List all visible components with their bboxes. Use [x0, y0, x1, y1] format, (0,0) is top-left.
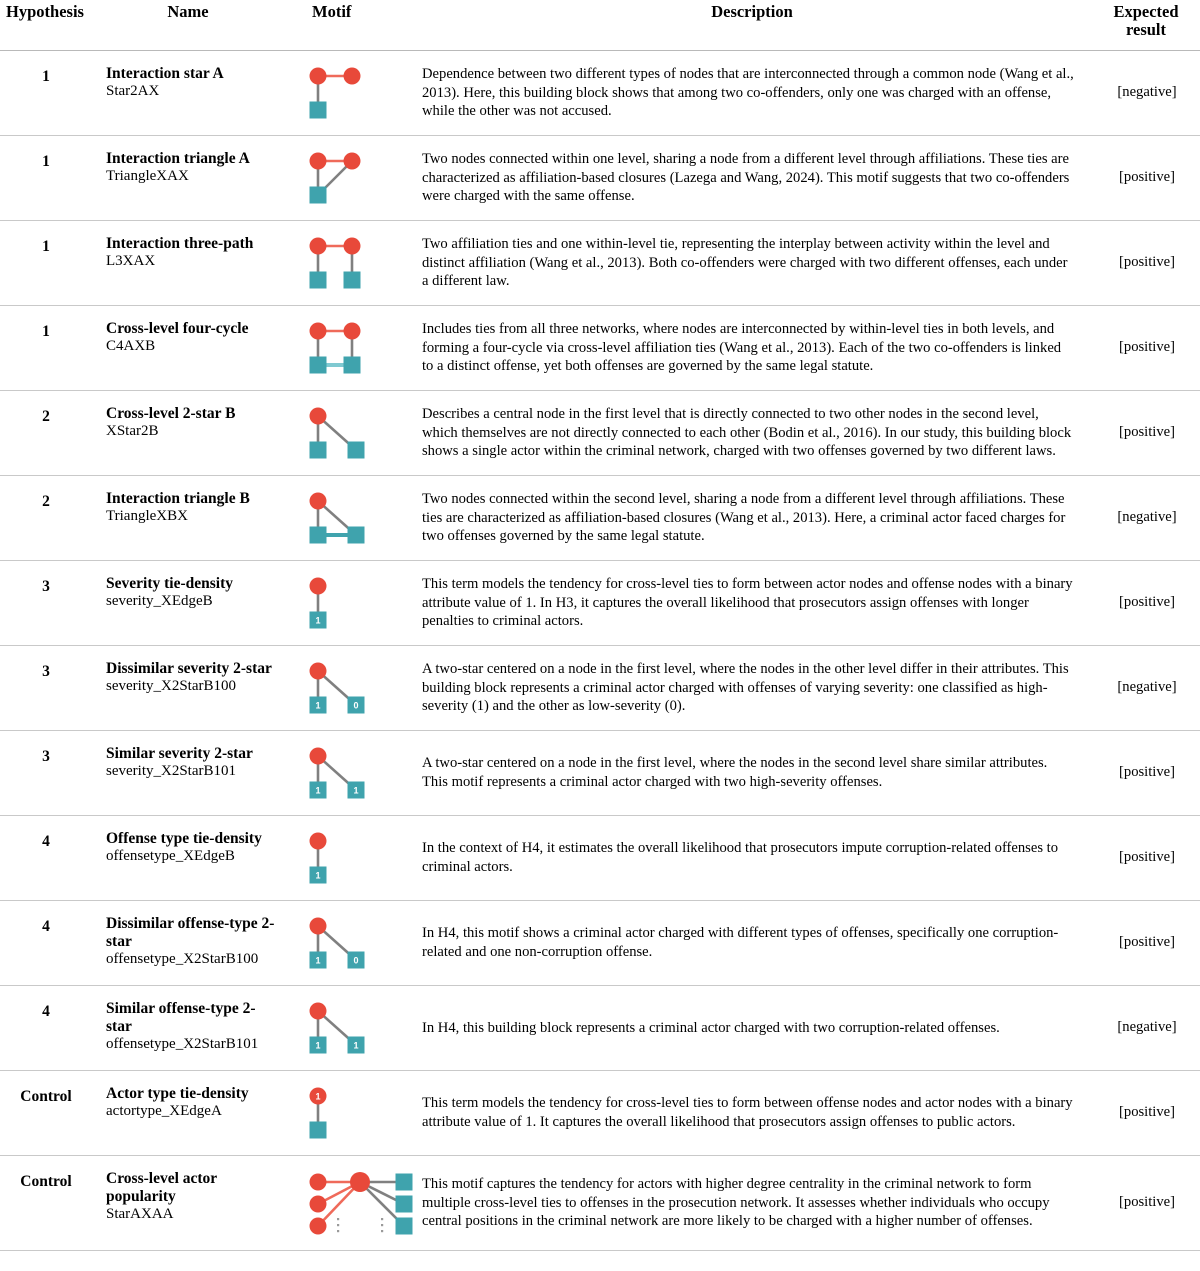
- motif-diagram-xedgea_1: [284, 1070, 412, 1155]
- table-row: [0, 815, 1200, 900]
- motif-diagram-star2ax: [284, 50, 412, 135]
- name-cell: [92, 1155, 284, 1250]
- svg-text:1: 1: [315, 700, 321, 711]
- description-cell: Dependence between two different types of nodes that are interconnected through a common node (Wang et al., 2013). Here, this building block shows that among two co-offenders, only one was charged with an offense, while the other was not accused.: [412, 50, 1092, 135]
- name-cell: [92, 815, 284, 900]
- name-cell: [92, 560, 284, 645]
- motif-diagram-xedgeb_1: [284, 815, 412, 900]
- expected-result-cell: [positive]: [1092, 900, 1200, 985]
- description-cell: This motif captures the tendency for actors with higher degree centrality in the criminal network to form multiple cross-level ties to offenses in the prosecution network. It assesses whether individuals who occupy central positions in the criminal network are more likely to be charged with a higher number of offenses.: [412, 1155, 1092, 1250]
- motif-diagram-c4axb: [284, 305, 412, 390]
- description-cell: Includes ties from all three networks, where nodes are interconnected by within-level ties in both levels, and forming a four-cycle via cross-level affiliation ties (Wang et al., 2013). Each of the two co-offenders is linked to a distinct offense, yet both offenses are governed by the same legal statute.: [412, 305, 1092, 390]
- name-cell: [92, 50, 284, 135]
- motif-name-code: C4AXB: [106, 338, 156, 355]
- expected-result-cell: [positive]: [1092, 815, 1200, 900]
- hypothesis-cell: 3: [0, 560, 92, 645]
- motif-name-code: Star2AX: [106, 83, 160, 100]
- table-row: [0, 220, 1200, 305]
- motif-name-title: Actor type tie-density: [106, 1084, 249, 1102]
- expected-result-cell: [positive]: [1092, 305, 1200, 390]
- svg-text:1: 1: [353, 1040, 359, 1051]
- motif-diagram-x2starb100: [284, 645, 412, 730]
- column-header-description: Description: [412, 0, 1092, 50]
- hypothesis-cell: 1: [0, 135, 92, 220]
- motif-diagram-x2starb101: [284, 985, 412, 1070]
- motif-name-code: severity_X2StarB100: [106, 678, 236, 695]
- motif-name-title: Cross-level actor popularity: [106, 1169, 217, 1206]
- table-row: [0, 730, 1200, 815]
- motif-name-title: Cross-level four-cycle: [106, 319, 249, 337]
- table-row: [0, 645, 1200, 730]
- table-row: [0, 985, 1200, 1070]
- table-row: [0, 900, 1200, 985]
- expected-result-cell: [positive]: [1092, 1155, 1200, 1250]
- motif-name-title: Dissimilar severity 2-star: [106, 659, 272, 677]
- column-header-hypothesis: Hypothesis: [0, 0, 92, 50]
- table-row: [0, 1070, 1200, 1155]
- expected-result-cell: [negative]: [1092, 475, 1200, 560]
- table-row: [0, 50, 1200, 135]
- motif-name-code: offensetype_XEdgeB: [106, 848, 235, 865]
- hypothesis-cell: Control: [0, 1070, 92, 1155]
- hypothesis-cell: 2: [0, 390, 92, 475]
- table-header: [0, 0, 1200, 50]
- svg-text:1: 1: [315, 785, 321, 796]
- description-cell: Two nodes connected within the second level, sharing a node from a different level through affiliations. These ties are characterized as affiliation-based closures (Wang et al., 2013). Here, a criminal actor faced charges for two offenses governed by the same legal statute.: [412, 475, 1092, 560]
- column-header-motif: Motif: [284, 0, 412, 50]
- hypothesis-cell: 4: [0, 900, 92, 985]
- motif-name-code: offensetype_X2StarB101: [106, 1036, 259, 1053]
- name-cell: [92, 305, 284, 390]
- motif-name-code: L3XAX: [106, 253, 156, 270]
- expected-result-cell: [positive]: [1092, 730, 1200, 815]
- name-cell: [92, 900, 284, 985]
- motif-name-title: Interaction three-path: [106, 234, 254, 252]
- description-cell: This term models the tendency for cross-level ties to form between actor nodes and offense nodes with a binary attribute value of 1. In H3, it captures the overall likelihood that prosecutors assign offenses with longer penalties to criminal actors.: [412, 560, 1092, 645]
- hypothesis-cell: 1: [0, 220, 92, 305]
- hypothesis-cell: 3: [0, 645, 92, 730]
- hypothesis-cell: 1: [0, 305, 92, 390]
- hypothesis-cell: Control: [0, 1155, 92, 1250]
- motif-name-title: Offense type tie-density: [106, 829, 262, 847]
- motif-name-title: Cross-level 2-star B: [106, 404, 236, 422]
- motif-name-code: TriangleXAX: [106, 168, 189, 185]
- motif-name-title: Similar offense-type 2-star: [106, 999, 256, 1036]
- column-header-name: Name: [92, 0, 284, 50]
- name-cell: [92, 220, 284, 305]
- motif-diagram-trianglexax: [284, 135, 412, 220]
- expected-result-cell: [positive]: [1092, 560, 1200, 645]
- svg-text:1: 1: [353, 785, 359, 796]
- motif-name-code: TriangleXBX: [106, 508, 188, 525]
- description-cell: In H4, this motif shows a criminal actor charged with different types of offenses, specifically one corruption-related and one non-corruption offense.: [412, 900, 1092, 985]
- expected-result-line-1: Expected: [1113, 2, 1179, 21]
- description-cell: In the context of H4, it estimates the overall likelihood that prosecutors impute corruption-related offenses to criminal actors.: [412, 815, 1092, 900]
- description-cell: A two-star centered on a node in the first level, where the nodes in the other level differ in their attributes. This building block represents a criminal actor charged with offenses of varying severity: one classified as high-severity (1) and the other as low-severity (0).: [412, 645, 1092, 730]
- expected-result-cell: [positive]: [1092, 220, 1200, 305]
- motif-name-code: StarAXAA: [106, 1206, 174, 1223]
- motif-diagram-xstar2b: [284, 390, 412, 475]
- motif-name-code: offensetype_X2StarB100: [106, 951, 259, 968]
- table-row: [0, 135, 1200, 220]
- expected-result-line-2: result: [1125, 20, 1167, 40]
- hypothesis-cell: 4: [0, 985, 92, 1070]
- motif-diagram-staraxaa: [284, 1155, 412, 1250]
- hypothesis-cell: 1: [0, 50, 92, 135]
- motif-name-code: severity_X2StarB101: [106, 763, 236, 780]
- name-cell: [92, 475, 284, 560]
- motif-diagram-xedgeb_1: [284, 560, 412, 645]
- motif-diagram-trianglexbx: [284, 475, 412, 560]
- svg-text:1: 1: [315, 1040, 321, 1051]
- motif-diagram-x2starb100: [284, 900, 412, 985]
- name-cell: [92, 645, 284, 730]
- expected-result-cell: [positive]: [1092, 135, 1200, 220]
- motif-name-code: XStar2B: [106, 423, 159, 440]
- svg-text:1: 1: [315, 615, 321, 626]
- description-cell: This term models the tendency for cross-level ties to form between offense nodes and actor nodes with a binary attribute value of 1. It captures the overall likelihood that prosecutors assign offenses to public actors.: [412, 1070, 1092, 1155]
- expected-result-cell: [negative]: [1092, 645, 1200, 730]
- svg-text:1: 1: [315, 1091, 321, 1102]
- description-cell: Two nodes connected within one level, sharing a node from a different level through affiliations. These ties are characterized as affiliation-based closures (Lazega and Wang, 2024). This motif suggests that two co-offenders were charged with the same offense.: [412, 135, 1092, 220]
- hypothesis-cell: 3: [0, 730, 92, 815]
- name-cell: [92, 730, 284, 815]
- svg-text:0: 0: [353, 955, 359, 966]
- description-cell: In H4, this building block represents a criminal actor charged with two corruption-related offenses.: [412, 985, 1092, 1070]
- table-row: [0, 475, 1200, 560]
- svg-text:1: 1: [315, 955, 321, 966]
- name-cell: [92, 985, 284, 1070]
- svg-text:1: 1: [315, 870, 321, 881]
- expected-result-cell: [positive]: [1092, 1070, 1200, 1155]
- expected-result-cell: [positive]: [1092, 390, 1200, 475]
- hypothesis-cell: 2: [0, 475, 92, 560]
- motif-diagram-x2starb101: [284, 730, 412, 815]
- expected-result-cell: [negative]: [1092, 985, 1200, 1070]
- motif-name-title: Similar severity 2-star: [106, 744, 253, 762]
- table-row: [0, 305, 1200, 390]
- description-cell: Two affiliation ties and one within-level tie, representing the interplay between activity within the level and distinct affiliation (Wang et al., 2013). Both co-offenders were charged with two different offenses, each under a different law.: [412, 220, 1092, 305]
- svg-text:0: 0: [353, 700, 359, 711]
- table-row: [0, 560, 1200, 645]
- motif-diagram-l3xax: [284, 220, 412, 305]
- table-row: [0, 390, 1200, 475]
- name-cell: [92, 135, 284, 220]
- table-row: [0, 1155, 1200, 1250]
- motif-name-title: Interaction triangle A: [106, 149, 250, 167]
- name-cell: [92, 390, 284, 475]
- motif-name-title: Severity tie-density: [106, 574, 233, 592]
- description-cell: A two-star centered on a node in the first level, where the nodes in the second level share similar attributes. This motif represents a criminal actor charged with two high-severity offenses.: [412, 730, 1092, 815]
- hypothesis-cell: 4: [0, 815, 92, 900]
- motif-name-code: severity_XEdgeB: [106, 593, 213, 610]
- motif-name-title: Dissimilar offense-type 2-star: [106, 914, 275, 951]
- expected-result-cell: [negative]: [1092, 50, 1200, 135]
- motif-name-title: Interaction star A: [106, 64, 224, 82]
- column-header-expected-result: [1092, 0, 1200, 50]
- name-cell: [92, 1070, 284, 1155]
- table-body: [0, 50, 1200, 1250]
- motif-name-title: Interaction triangle B: [106, 489, 250, 507]
- description-cell: Describes a central node in the first level that is directly connected to two other nodes in the second level, which themselves are not directly connected to each other (Bodin et al., 2016). In our study, this building block shows a single actor within the criminal network, charged with two offenses governed by two different laws.: [412, 390, 1092, 475]
- motif-name-code: actortype_XEdgeA: [106, 1103, 222, 1120]
